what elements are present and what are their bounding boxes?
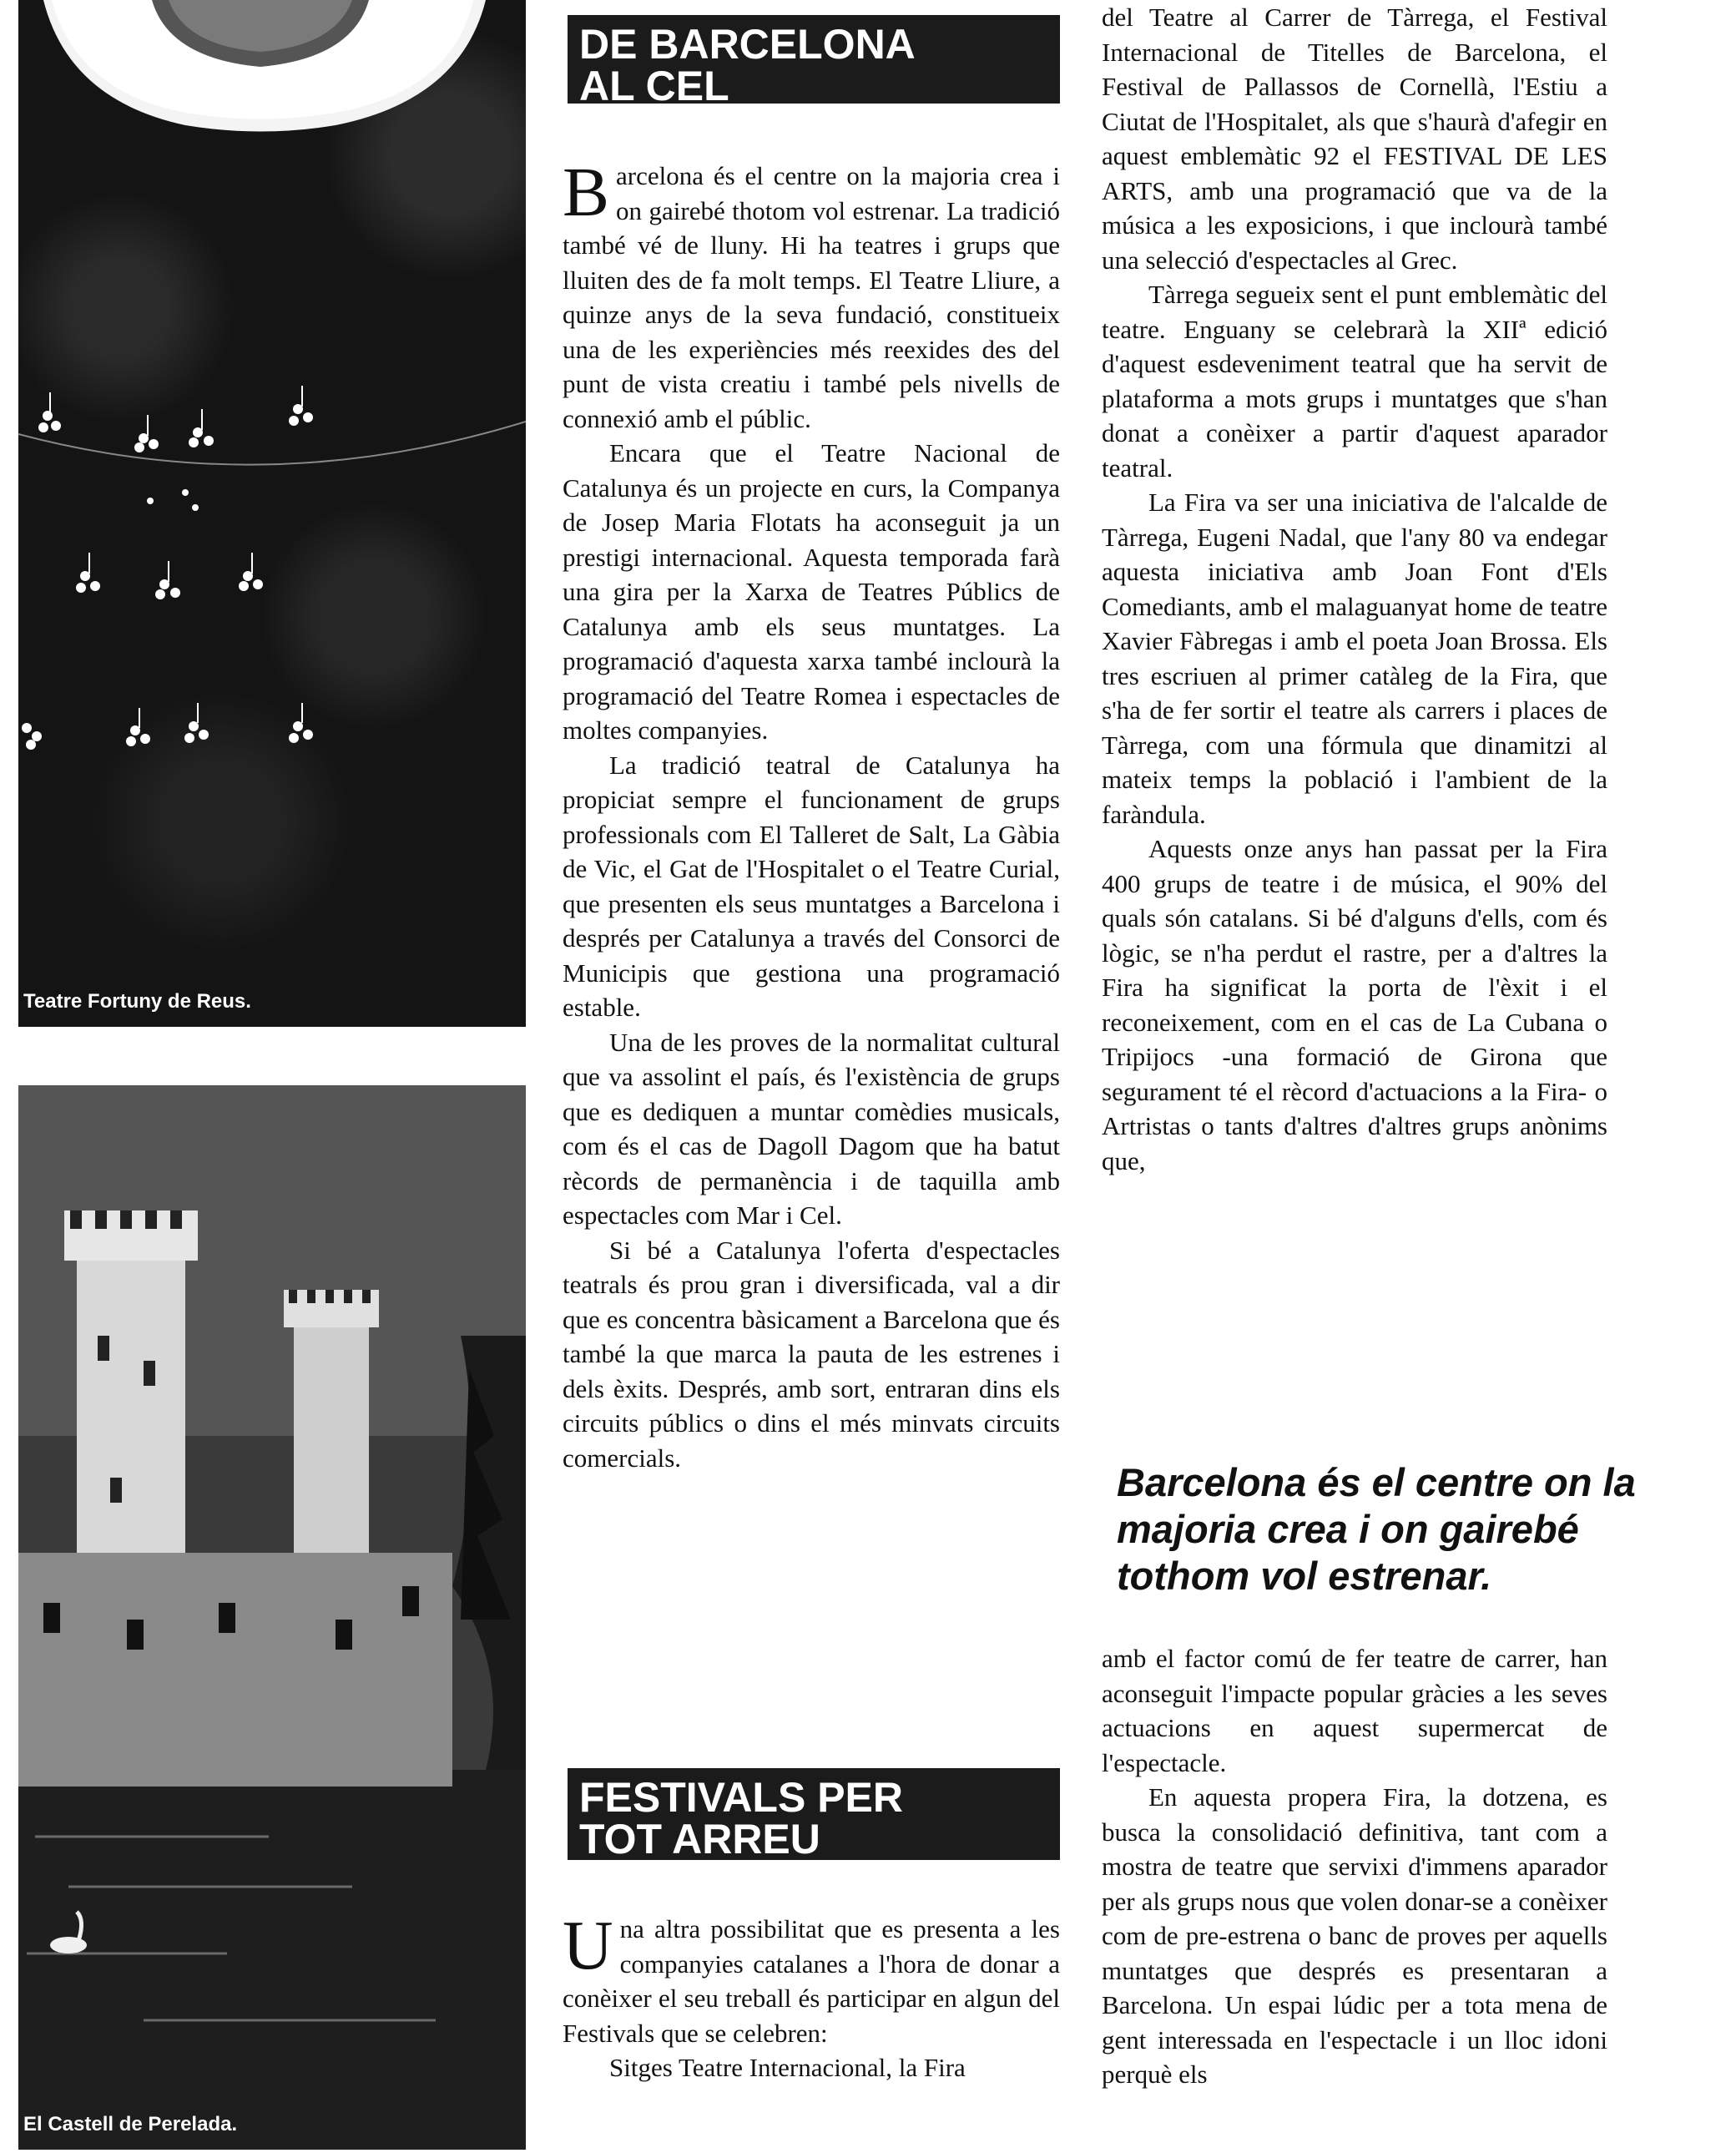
article-column-2 (1102, 0, 1607, 1178)
photo-caption-perelada: El Castell de Perelada. (23, 2113, 238, 2135)
photo-castell-perelada (18, 1085, 526, 2150)
paragraph: amb el factor comú de fer teatre de carrer, han aconseguit l'impacte popular gràcies a les seves actuacions en aquest supermercat de l'espectacle. (1102, 1644, 1607, 1777)
paragraph: Sitges Teatre Internacional, la Fira (609, 2053, 966, 2082)
headline-line: DE BARCELONA (579, 21, 916, 68)
photo-caption-fortuny: Teatre Fortuny de Reus. (23, 990, 251, 1013)
photo-teatre-fortuny (18, 0, 526, 1027)
paragraph: La tradició teatral de Catalunya ha propiciat sempre el funcionament de grups professionals com El Talleret de Salt, La Gàbia de Vic, el Gat de l'Hospitalet o el Teatre Curial, que presenten els seus muntatges a Barcelona i després per Catalunya a través del Consorci de Municipis que gestiona una programació estable. (563, 750, 1060, 1022)
headline-line: FESTIVALS PER (579, 1774, 904, 1821)
paragraph: Encara que el Teatre Nacional de Catalunya és un projecte en curs, la Companya de Josep Maria Flotats ha aconseguit ja un prestigi internacional. Aquesta temporada farà una gira per la Xarxa de Teatres Públics de Catalunya amb els seus muntatges. La programació d'aquesta xarxa també inclourà la programació del Teatre Romea i espectacles de moltes companyies. (563, 438, 1060, 745)
paragraph-text: na altra possibilitat que es presenta a les companyies catalanes a l'hora de donar a conèixer el seu treball és participar en algun del Festivals que se celebren: (563, 1914, 1060, 2048)
article-column-1 (563, 154, 1060, 1475)
paragraph (563, 154, 1060, 436)
paragraph: La Fira va ser una iniciativa de l'alcalde de Tàrrega, Eugeni Nadal, que l'any 80 va endegar aquesta iniciativa amb Joan Font d'Els Comediants, amb el malaguanyat home de teatre Xavier Fàbregas i amb el poeta Joan Brossa. Els tres escriuen al primer catàleg de la Fira, que s'ha de fer sortir el teatre als carrers i places de Tàrrega, com una fórmula que dinamitzi al mateix temps la població i l'ambient de la faràndula. (1102, 488, 1607, 829)
article-column-1-section-2 (563, 1907, 1060, 2085)
castle-illustration (18, 1085, 526, 2150)
paragraph: Una de les proves de la normalitat cultural que va assolint el país, és l'existència de grups que es dediquen a muntar comèdies musicals, com és el cas de Dagoll Dagom que ha batut rècords de permanència i de taquilla amb espectacles com Mar i Cel. (563, 1027, 1060, 1230)
paragraph: del Teatre al Carrer de Tàrrega, el Festival Internacional de Titelles de Barcelona, el Festival de Pallassos de Cornellà, l'Estiu a Ciutat de l'Hospitalet, als que s'haurà d'afegir en aquest emblemàtic 92 el FESTIVAL DE LES ARTS, amb una programació que va de la música a les exposicions, i que inclourà també una selecció d'espectacles al Grec. (1102, 3, 1607, 275)
paragraph: En aquesta propera Fira, la dotzena, es busca la consolidació definitiva, tant com a mostra de teatre que servixi d'immens aparador per als grups nous que volen donar-se a conèixer com de pre-estrena o banc de proves per aquells muntatges que després es presentaran a Barcelona. Un espai lúdic per a tota mena de gent interessada en l'espectacle i un lloc idoni perquè els (1102, 1782, 1607, 2089)
drop-cap: B (563, 154, 610, 231)
headline-line: TOT ARREU (579, 1816, 820, 1862)
headline-festivals-per-tot-arreu (568, 1768, 1060, 1860)
article-column-2-continued (1102, 1641, 1607, 2092)
headline-line: AL CEL (579, 63, 729, 109)
paragraph-text: arcelona és el centre on la majoria crea i on gairebé thotom vol estrenar. La tradició també vé de lluny. Hi ha teatres i grups que lluiten des de fa molt temps. El Teatre Lliure, a quinze anys de la seva fundació, constitueix una de les experiències més reexides des del punt de vista creatiu i també pels nivells de connexió amb el públic. (563, 161, 1060, 433)
pull-quote: Barcelona és el centre on la majoria crea i on gairebé tothom vol estrenar. (1117, 1460, 1636, 1598)
headline-de-barcelona-al-cel (568, 15, 1060, 109)
paragraph: Tàrrega segueix sent el punt emblemàtic del teatre. Enguany se celebrarà la XIIª edició d'aquest esdeveniment teatral que ha servit de plataforma a mots grups i muntatges que s'han donat a conèixer a partir d'aquest aparador teatral. (1102, 280, 1607, 483)
paragraph (563, 1907, 1060, 2050)
paragraph: Si bé a Catalunya l'oferta d'espectacles teatrals és prou gran i diversificada, val a dir que es concentra bàsicament a Barcelona que és també la que marca la pauta de les estrenes i dels èxits. Després, amb sort, entraran dins els circuits públics o dins el més minvats circuits comercials. (563, 1235, 1060, 1473)
theatre-ceiling-illustration (18, 0, 526, 1027)
drop-cap: U (563, 1907, 613, 1984)
paragraph: Aquests onze anys han passat per la Fira 400 grups de teatre i de música, el 90% del quals són catalans. Si bé d'alguns d'ells, com és lògic, se n'ha perdut el rastre, per a d'altres la Fira ha significat la porta de l'èxit i el reconeixement, com en el cas de La Cubana o Tripijocs -una formació de Girona que segurament té el rècord d'actuacions a la Fira- o Artristas o tants d'altres d'altres grups anònims que, (1102, 834, 1607, 1175)
